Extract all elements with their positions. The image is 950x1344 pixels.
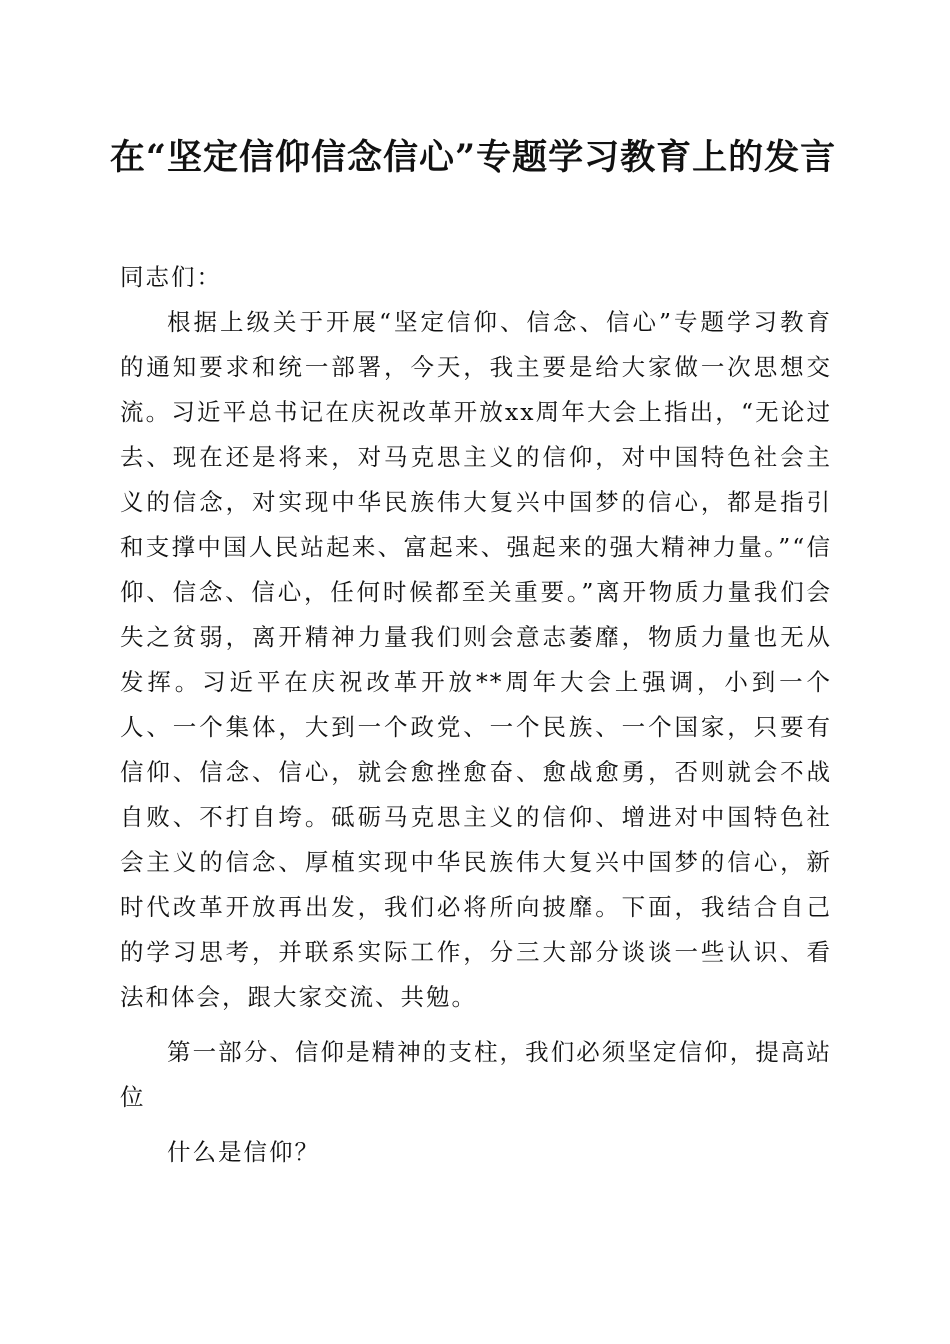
intro-paragraph: 根据上级关于开展“坚定信仰、信念、信心”专题学习教育的通知要求和统一部署，今天，我主要是给大家做一次思想交流。习近平总书记在庆祝改革开放xx周年大会上指出，“无论过去、现在还是将来，对马克思主义的信仰，对中国特色社会主义的信念，对实现中华民族伟大复兴中国梦的信心，都是指引和支撑中国人民站起来、富起来、强起来的强大精神力量。”“信仰、信念、信心，任何时候都至关重要。”离开物质力量我们会失之贫弱，离开精神力量我们则会意志萎靡，物质力量也无从发挥。习近平在庆祝改革开放**周年大会上强调，小到一个人、一个集体，大到一个政党、一个民族、一个国家，只要有信仰、信念、信心，就会愈挫愈奋、愈战愈勇，否则就会不战自败、不打自垮。砥砺马克思主义的信仰、增进对中国特色社会主义的信念、厚植实现中华民族伟大复兴中国梦的信心，新时代改革开放再出发，我们必将所向披靡。下面，我结合自己的学习思考，并联系实际工作，分三大部分谈谈一些认识、看法和体会，跟大家交流、共勉。	[120, 308, 832, 1011]
document-body	[120, 255, 832, 1175]
section-heading: 第一部分、信仰是精神的支柱，我们必须坚定信仰，提高站位	[120, 1038, 832, 1111]
section-question: 什么是信仰？	[167, 1138, 320, 1166]
salutation: 同志们：	[120, 263, 222, 291]
document-title: 在“坚定信仰信念信心”专题学习教育上的发言	[109, 137, 837, 178]
